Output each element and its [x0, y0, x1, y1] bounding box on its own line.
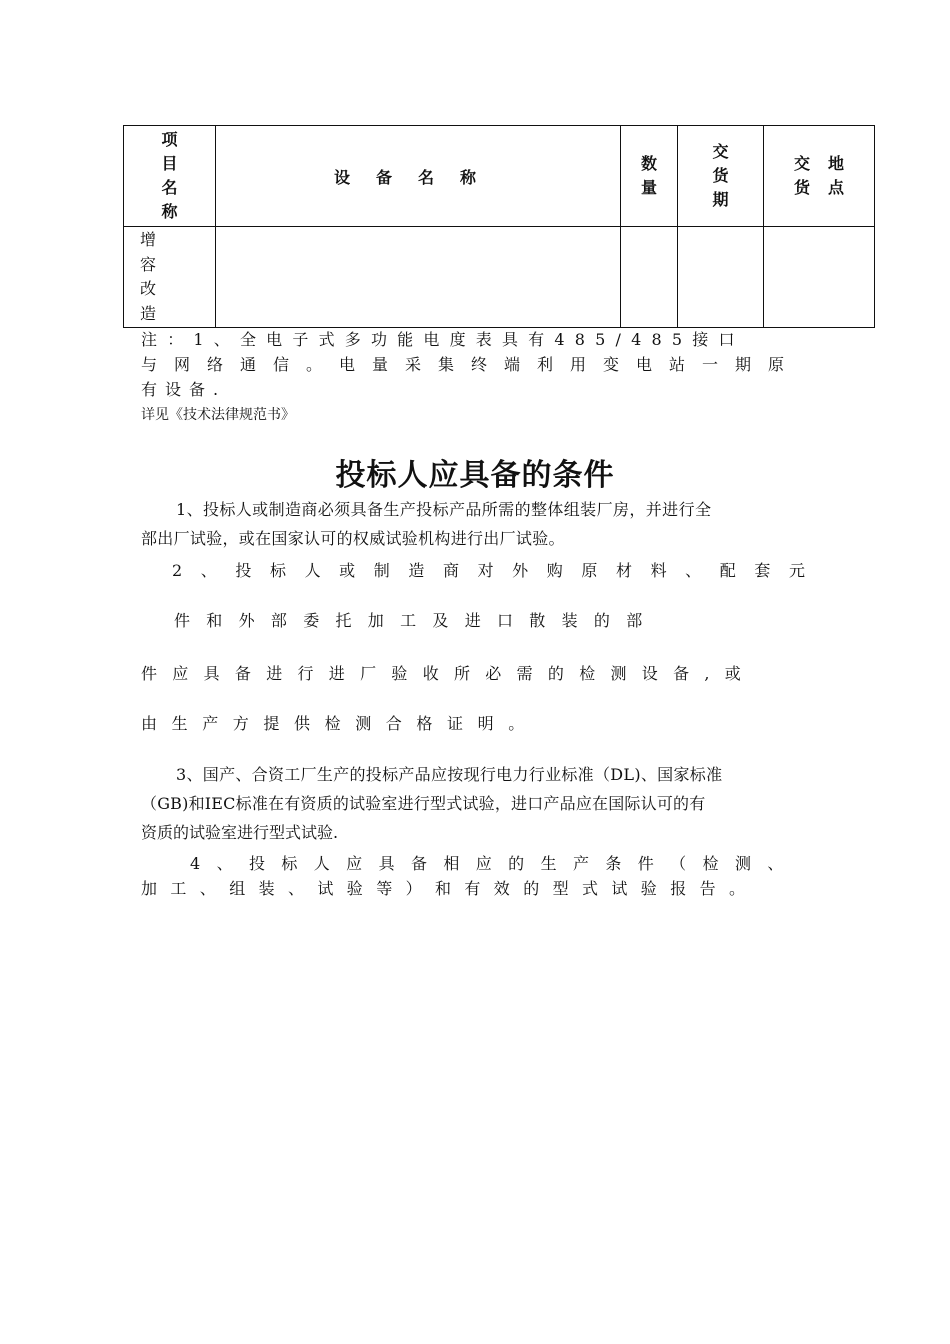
paragraph-2-line-3: 件应具备进行进厂验收所必需的检测设备,或	[141, 664, 757, 683]
note-line-1: 注：1、全电子式多功能电度表具有485/485接口	[141, 330, 745, 349]
paragraph-4-line-1: 4、投标人应具备相应的生产条件（检测、	[190, 854, 800, 873]
header-equipment-name: 设备名称	[216, 126, 621, 227]
cell-quantity	[621, 227, 678, 328]
header-delivery-place-col2: 地点	[827, 154, 844, 197]
section-title: 投标人应具备的条件	[335, 458, 615, 493]
paragraph-3-line-1: 3、国产、合资工厂生产的投标产品应按现行电力行业标准（DL)、国家标准	[176, 765, 723, 784]
paragraph-1-line-1: 1、投标人或制造商必须具备生产投标产品所需的整体组装厂房，并进行全	[176, 500, 712, 519]
header-delivery-period: 交货期	[678, 126, 764, 227]
paragraph-2-line-1: 2、投标人或制造商对外购原材料、配套元	[172, 561, 824, 580]
paragraph-3-line-3: 资质的试验室进行型式试验.	[141, 823, 339, 842]
paragraph-1-line-2: 部出厂试验，或在国家认可的权威试验机构进行出厂试验。	[141, 529, 565, 548]
header-delivery-place	[764, 126, 875, 227]
equipment-table	[123, 125, 875, 328]
table-row	[124, 227, 875, 328]
paragraph-2-line-2: 件和外部委托加工及进口散装的部	[174, 611, 659, 630]
header-quantity: 数量	[621, 126, 678, 227]
header-delivery-place-col1: 交货	[793, 154, 810, 197]
note-line-3: 有设备.	[141, 380, 227, 399]
cell-delivery-period	[678, 227, 764, 328]
paragraph-2-line-4: 由生产方提供检测合格证明。	[141, 714, 539, 733]
note-reference: 详见《技术法律规范书》	[141, 407, 295, 423]
table-header-row	[124, 126, 875, 227]
header-project-name: 项目名称	[124, 126, 216, 227]
paragraph-3-line-2: （GB)和IEC标准在有资质的试验室进行型式试验，进口产品应在国际认可的有	[141, 794, 706, 813]
note-line-2: 与网络通信。电量采集终端利用变电站一期原	[141, 355, 802, 374]
cell-delivery-place	[764, 227, 875, 328]
cell-equipment-name	[216, 227, 621, 328]
paragraph-4-line-2: 加工、组装、试验等）和有效的型式试验报告。	[141, 879, 759, 898]
cell-project-name: 增容改造	[124, 227, 216, 328]
